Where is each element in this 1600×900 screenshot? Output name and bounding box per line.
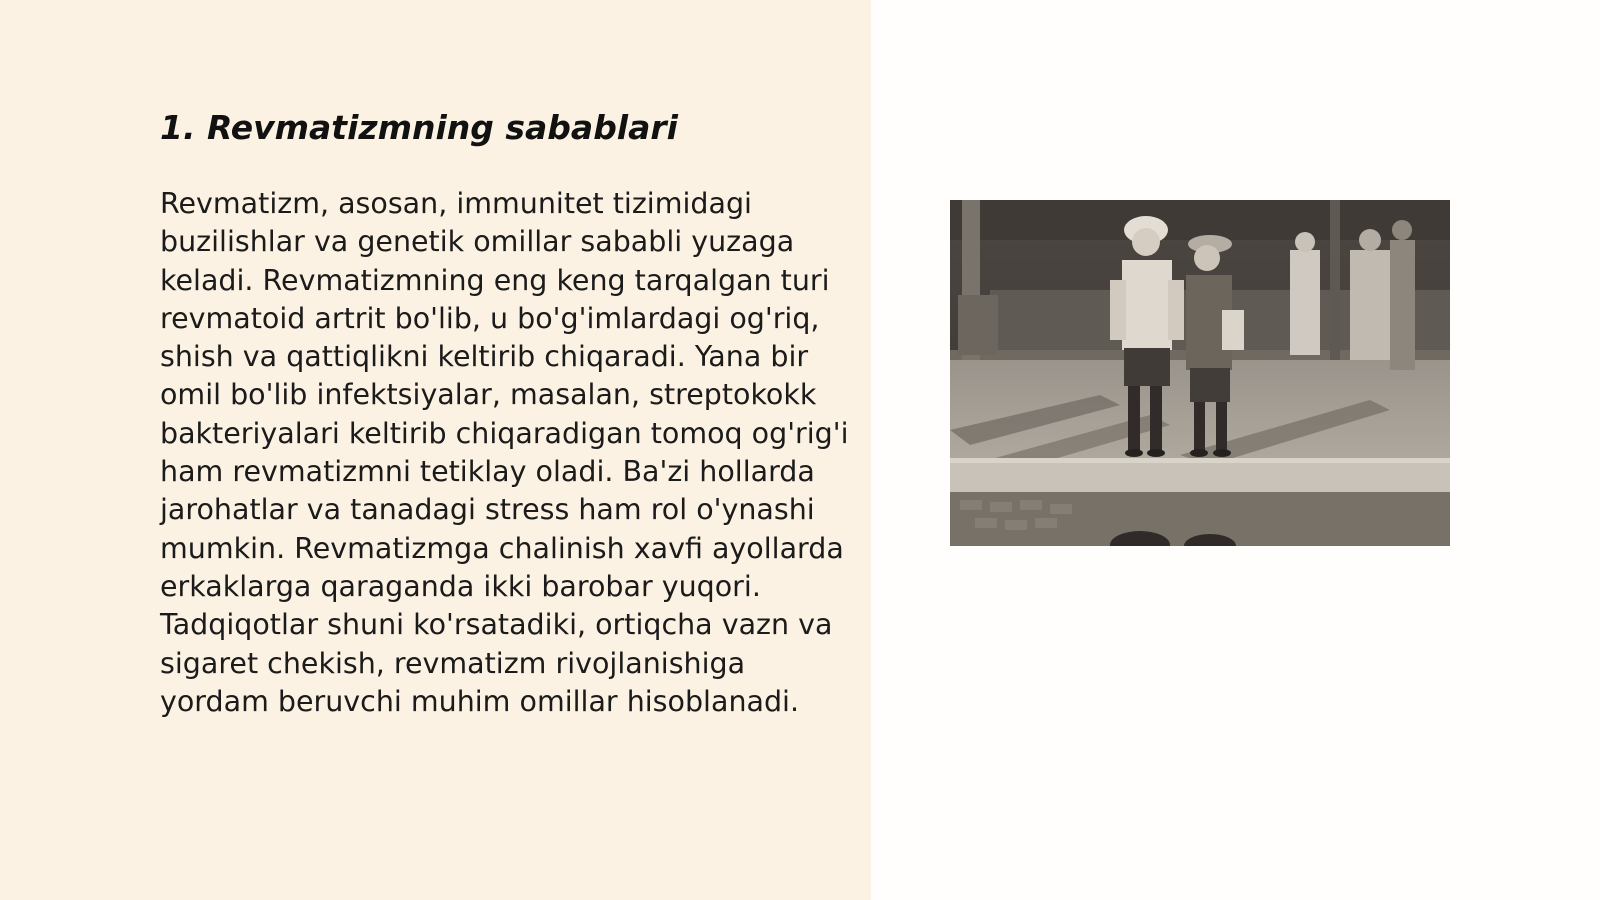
slide-photo [950,200,1450,546]
children-street-photo [950,200,1450,546]
slide-body-text: Revmatizm, asosan, immunitet tizimidagi buzilishlar va genetik omillar sababli yuzaga keladi. Revmatizmning eng keng tarqalgan turi revmatoid artrit bo'lib, u bo'g'imlardagi og'riq, shish va qattiqlikni keltirib chiqaradi. Yana bir omil bo'lib infektsiyalar, masalan, streptokokk bakteriyalari keltirib chiqaradigan tomoq og'rig'i ham revmatizmni tetiklay oladi. Ba'zi hollarda jarohatlar va tanadagi stress ham rol o'ynashi mumkin. Revmatizmga chalinish xavfi ayollarda erkaklarga qaraganda ikki barobar yuqori. Tadqiqotlar shuni ko'rsatadiki, ortiqcha vazn va sigaret chekish, revmatizm rivojlanishiga yordam beruvchi muhim omillar hisoblanadi. [160,187,849,718]
slide-title: 1. Revmatizmning sabablari [160,108,678,147]
